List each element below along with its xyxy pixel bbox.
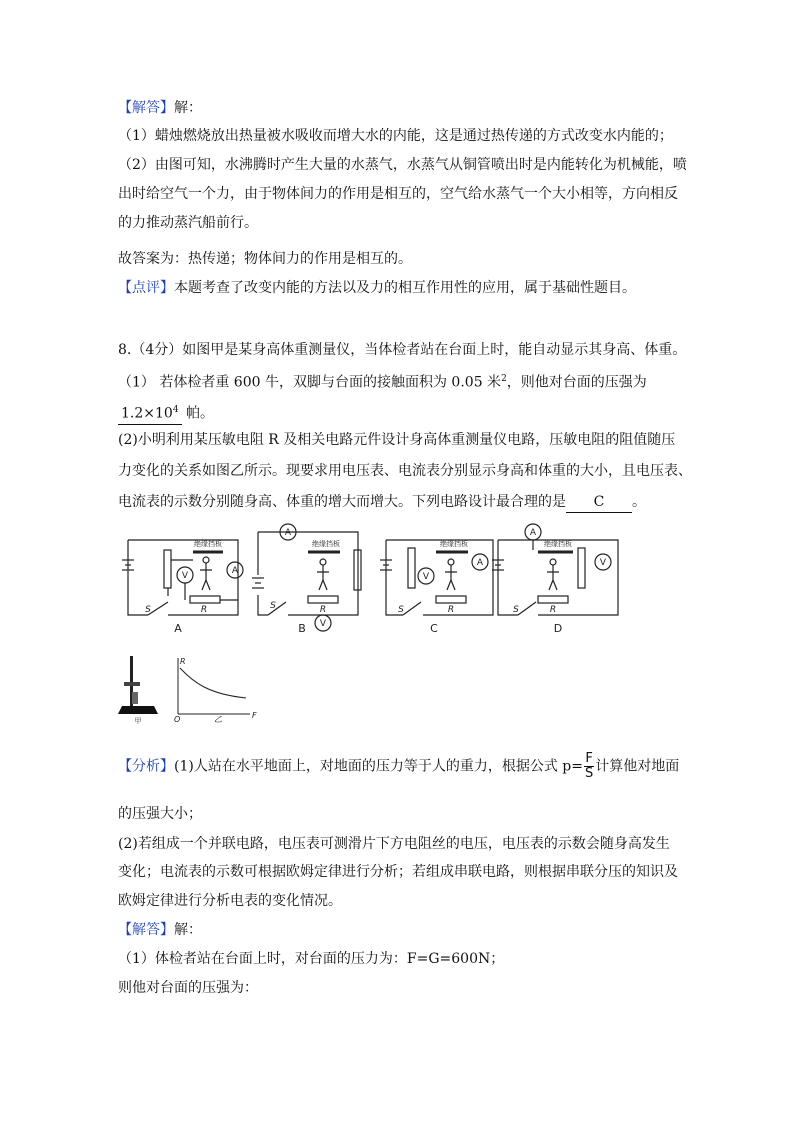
graph-y-label: R [180,657,186,666]
switch-label-a: S [145,605,151,615]
part1-text-a: （1） 若体检者重 600 牛，双脚与台面的接触面积为 0.05 米 [118,374,502,391]
analysis-line-5: 欧姆定律进行分析电表的变化情况。 [118,893,342,909]
answer2-heading [118,920,202,940]
answer-tag: 【解答】 [118,100,174,116]
part2-text: 电流表的示数分别随身高、体重的增大而增大。下列电路设计最合理的是 [118,494,566,510]
fig-yi-label: 乙 [214,715,222,724]
circuit-label-b: B [298,622,306,635]
voltmeter-label-d: V [599,558,607,568]
analysis-line-4: 变化；电流表的示数可根据欧姆定律进行分析；若组成串联电路，则根据串联分压的知识及 [118,864,678,880]
answer2-line-1: （1）体检者站在台面上时，对台面的压力为：F=G=600N； [118,951,505,967]
voltmeter-label-b: V [319,619,327,629]
circuit-diagrams [118,520,638,635]
answer-heading [118,98,202,118]
ammeter-label-c: A [476,558,484,568]
analysis-line-2: 的压强大小； [118,806,202,822]
fraction-denominator: S [584,766,594,781]
graph-origin-label: O [174,715,181,724]
question-part2-line3 [118,492,646,513]
analysis-text-a: (1)人站在水平地面上，对地面的压力等于人的重力，根据公式 p= [174,758,583,775]
review-line [118,278,636,298]
analysis-text-b: 计算他对地面 [595,758,680,775]
answer-word: 解： [174,100,202,116]
circuit-d [492,524,618,615]
part1-text-b: ，则他对台面的压强为 [506,374,647,391]
answer-line-2: （2）由图可知，水沸腾时产生大量的水蒸气，水蒸气从铜管喷出时是内能转化为机械能，喷 [118,157,687,173]
resistor-label-c: R [447,605,455,615]
circuit-b [252,524,361,631]
switch-label-c: S [398,605,404,615]
resistor-label-b: R [319,605,327,615]
switch-label-b: S [270,601,276,611]
voltmeter-label-a: V [181,571,189,581]
resistance-graph [178,658,250,714]
answer2-line-2: 则他对台面的压强为： [118,980,258,996]
plate-label-b: 绝缘挡板 [312,540,340,548]
answer-blank-1 [118,400,182,425]
answer-line-1: （1）蜡烛燃烧放出热量被水吸收而增大水的内能，这是通过热传递的方式改变水内能的； [118,128,673,144]
analysis-line-1 [118,752,679,781]
question-part2-line2: 力变化的关系如图乙所示。现要求用电压表、电流表分别显示身高和体重的大小，且电压表、 [118,463,692,479]
answer2-tag: 【解答】 [118,922,174,938]
answer-unit: 帕。 [186,405,214,422]
review-text: 本题考查了改变内能的方法以及力的相互作用性的应用，属于基础性题目。 [174,280,636,296]
question-part1-answer [118,400,214,425]
analysis-tag: 【分析】 [118,758,174,775]
ammeter-label-d: A [529,528,537,538]
answer-value-exp: 4 [172,405,179,415]
graph-x-label: F [252,711,257,720]
device-figure [118,656,158,724]
figure-device-and-graph [118,652,268,724]
circuit-label-c: C [430,622,438,635]
question-part2-line1: (2)小明利用某压敏电阻 R 及相关电路元件设计身高体重测量仪电路，压敏电阻的阻值随压 [118,432,676,448]
answer2-word: 解： [174,922,202,938]
circuit-label-d: D [553,622,563,635]
part1-sup: 2 [501,374,507,384]
circuit-label-a: A [174,622,182,635]
question-part1 [118,369,647,393]
resistor-label-a: R [200,605,208,615]
answer-line-4: 的力推动蒸汽船前行。 [118,215,258,231]
answer-blank-2: C [566,492,632,513]
review-tag: 【点评】 [118,280,174,296]
answer-line-3: 出时给空气一个力，由于物体间力的作用是相互的，空气给水蒸气一个大小相等，方向相反 [118,186,678,202]
answer-conclusion: 故答案为：热传递；物体间力的作用是相互的。 [118,251,412,267]
ammeter-label-a: A [231,566,239,576]
resistor-label-d: R [549,605,557,615]
answer-value-base: 1.2×10 [121,405,173,422]
fig-jia-label: 甲 [134,717,142,724]
ammeter-label-b: A [284,528,292,538]
plate-label-a: 绝缘挡板 [194,540,222,548]
part2-end: 。 [632,494,646,510]
analysis-line-3: (2)若组成一个并联电路，电压表可测滑片下方电阻丝的电压，电压表的示数会随身高发生 [118,836,670,852]
plate-label-d: 绝缘挡板 [544,540,572,548]
circuit-c [380,540,493,615]
question-stem: 8.（4分）如图甲是某身高体重测量仪，当体检者站在台面上时，能自动显示其身高、体重。 [118,342,687,358]
plate-label-c: 绝缘挡板 [440,540,468,548]
fraction-numerator: F [585,751,593,766]
voltmeter-label-c: V [422,572,430,582]
switch-label-d: S [513,605,519,615]
pressure-formula-fraction [584,752,594,781]
